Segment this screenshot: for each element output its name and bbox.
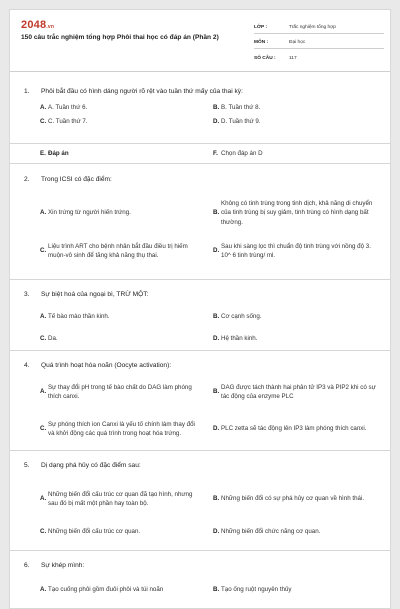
meta-row-count [254,49,384,64]
option-letter: A. [40,388,47,396]
option-a[interactable] [10,100,201,115]
options [10,100,391,129]
question-number: 1. [24,88,30,95]
meta-value: 117 [289,56,297,61]
option-d[interactable] [201,521,391,543]
option-text: Liệu trình ART cho bệnh nhân bắt đầu điều trị hiếm muộn-vô sinh để tăng khả năng thụ thai. [48,242,188,259]
option-letter: A. [40,313,47,321]
question-4 [10,351,391,451]
document-title: 150 câu trắc nghiệm tổng hợp Phôi thai học có đáp án (Phần 2) [21,34,219,41]
question-header [10,551,391,575]
options [10,375,391,449]
option-text: Những biến đổi cấu trúc cơ quan đã tạo hình, nhưng sau đó bị mất một phần hay toàn bộ. [48,490,193,507]
option-text: Cơ cạnh sống. [221,313,262,321]
question-header [10,280,391,306]
option-text: Da. [48,335,58,343]
option-letter: E. [40,150,46,158]
option-a[interactable] [10,477,201,521]
options [10,575,391,605]
option-d[interactable] [201,328,391,350]
option-letter: C. [40,335,47,343]
option-b[interactable] [201,194,391,232]
question-header [10,351,391,375]
question-text: Sự biệt hoá của ngoại bì, TRỪ MỘT: [41,291,149,298]
meta-table [254,19,384,64]
option-b[interactable] [201,477,391,521]
meta-value: Đại học [289,40,306,45]
option-text: Hệ thần kinh. [221,335,258,343]
question-5 [10,451,391,551]
logo-suffix: .vn [46,24,55,30]
option-text: Sau khi sàng lọc thì chuẩn độ tinh trùng với nồng độ 3. 10^ 6 tinh trùng/ ml. [221,242,371,259]
option-text: Xin trứng từ người hiến trứng. [48,209,131,217]
question-text: Dị dạng phá hủy có đặc điểm sau: [41,462,141,469]
site-logo[interactable] [21,19,54,31]
options [10,306,391,350]
option-letter: A. [40,103,47,111]
question-text: Sự khép mình: [41,562,85,569]
option-b[interactable] [201,100,391,115]
meta-key: LỚP : [254,25,268,30]
question-number: 3. [24,291,30,298]
question-1 [10,72,391,144]
document-header [10,10,390,72]
option-letter: C. [40,118,47,126]
option-text: Không có tinh trùng trong tinh dịch, khả năng di chuyển của tinh trùng bị suy giảm, tinh trùng có hình dạng bất thường. [221,200,373,226]
option-d[interactable] [201,409,391,449]
options [10,194,391,270]
options [10,477,391,543]
option-letter: B. [213,586,220,594]
option-letter: A. [40,495,47,503]
answer-value [201,144,391,164]
option-b[interactable] [201,306,391,328]
option-text: DAG được tách thành hai phân tử IP3 và PIP2 khi có sự tác động của enzyme PLC [221,383,376,400]
question-6 [10,551,391,609]
option-letter: D. [213,118,220,126]
option-letter: C. [40,528,47,536]
question-header [10,164,391,194]
meta-row-subject [254,34,384,49]
option-text: B. Tuần thứ 8. [221,103,261,111]
option-a[interactable] [10,575,201,605]
logo-text: 2048 [21,19,47,31]
option-c[interactable] [10,409,201,449]
question-header [10,72,391,100]
option-text: Những biến đổi cấu trúc cơ quan. [48,528,141,536]
question-2 [10,164,391,280]
option-letter: D. [213,247,220,255]
option-text: Những biến đổi có sự phá hủy cơ quan về hình thái. [221,495,365,503]
option-a[interactable] [10,306,201,328]
question-text: Trong ICSI có đặc điểm: [41,176,112,183]
option-text: PLC zetta sẽ tác động lên IP3 làm phóng thích canxi. [221,425,367,433]
option-letter: D. [213,528,220,536]
meta-value: Trắc nghiệm tổng hợp [289,25,336,30]
answer-value-text: Chọn đáp án D [221,150,263,158]
option-letter: B. [213,209,220,217]
question-header [10,451,391,477]
option-letter: A. [40,586,47,594]
option-b[interactable] [201,575,391,605]
question-number: 5. [24,462,30,469]
document-page [9,9,391,609]
option-text: Tế bào mào thần kinh. [48,313,110,321]
option-letter: B. [213,388,220,396]
question-number: 6. [24,562,30,569]
option-letter: C. [40,247,47,255]
option-a[interactable] [10,375,201,409]
option-letter: D. [213,425,220,433]
meta-row-class [254,19,384,34]
meta-key: MÔN : [254,40,269,45]
meta-key: SỐ CÂU : [254,56,276,61]
option-text: Những biến đổi chức năng cơ quan. [221,528,321,536]
option-letter: C. [40,425,47,433]
question-list [10,72,391,609]
option-letter: B. [213,103,220,111]
question-text: Quá trình hoạt hóa noãn (Oocyte activation): [41,362,172,369]
option-c[interactable] [10,328,201,350]
option-text: Sự phóng thích ion Canxi là yếu tố chính làm thay đổi và khởi động các quá trình trong hoạt hóa trứng. [48,420,195,437]
option-text: Tạo ống ruột nguyên thủy [221,586,292,594]
option-d[interactable] [201,115,391,129]
option-c[interactable] [10,115,201,129]
answer-label-text: Đáp án [48,150,69,158]
option-b[interactable] [201,375,391,409]
answer-row [10,144,391,164]
option-letter: A. [40,209,47,217]
option-text: A. Tuần thứ 6. [48,103,88,111]
option-d[interactable] [201,232,391,270]
question-3 [10,280,391,351]
question-text: Phôi bắt đầu có hình dáng người rõ rệt vào tuần thứ mấy của thai kỳ: [41,88,243,95]
option-letter: D. [213,335,220,343]
question-number: 2. [24,176,30,183]
option-letter: B. [213,495,220,503]
option-text: Tạo cuống phôi gồm đuôi phôi và túi noãn [48,586,164,594]
answer-options [10,144,391,164]
answer-label [10,144,201,164]
option-c[interactable] [10,232,201,270]
option-text: C. Tuần thứ 7. [48,118,88,126]
option-text: D. Tuần thứ 9. [221,118,261,126]
question-number: 4. [24,362,30,369]
option-text: Sự thay đổi pH trong tế bào chất do DAG làm phóng thích canxi. [48,383,192,400]
option-c[interactable] [10,521,201,543]
option-a[interactable] [10,194,201,232]
option-letter: F. [213,150,218,158]
option-letter: B. [213,313,220,321]
